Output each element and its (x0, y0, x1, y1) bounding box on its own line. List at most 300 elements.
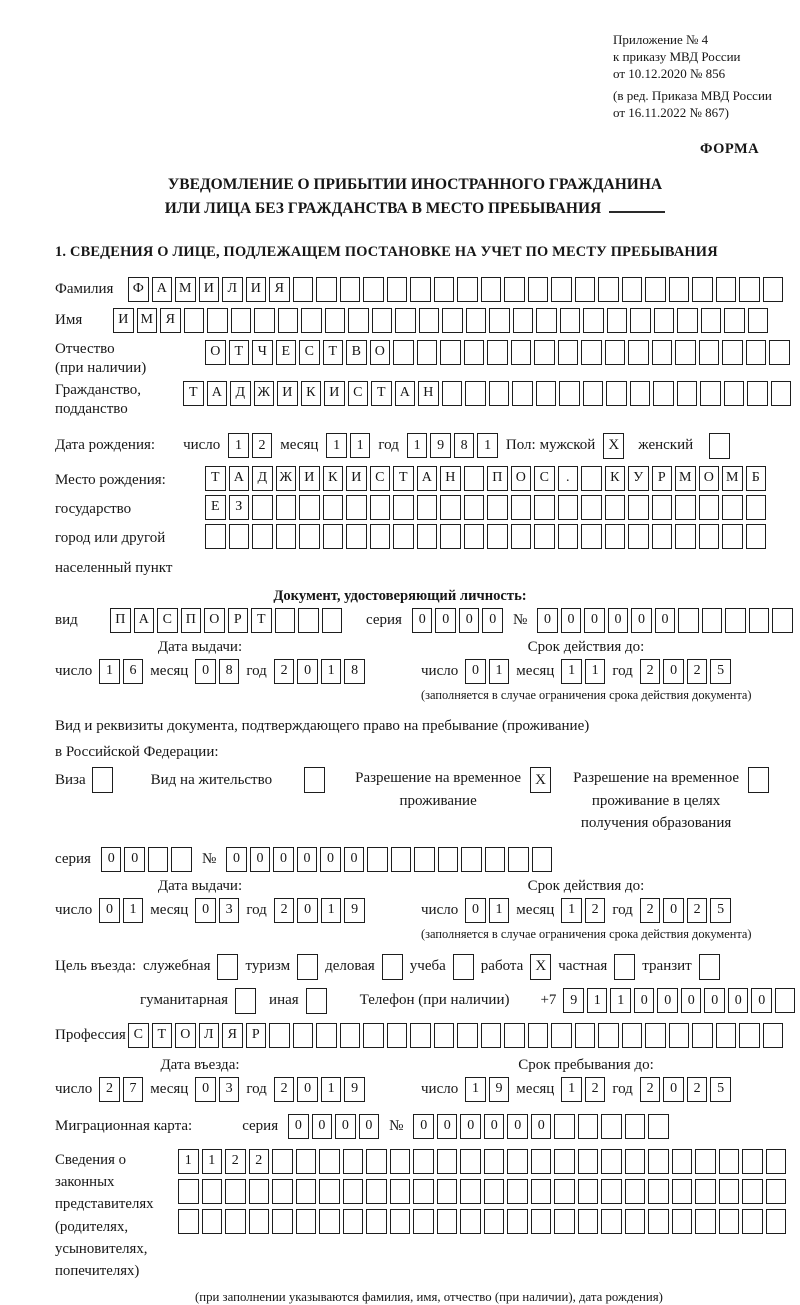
char-cell (325, 308, 346, 333)
char-cell (581, 524, 602, 549)
char-cell (372, 308, 393, 333)
char-cell (528, 1023, 549, 1048)
char-cell: 9 (430, 433, 451, 458)
char-cell: 0 (681, 988, 702, 1013)
char-cell: 0 (320, 847, 341, 872)
char-cell: Я (222, 1023, 243, 1048)
purpose-official-checkbox (217, 954, 238, 980)
char-cell: 0 (484, 1114, 505, 1139)
gender-male-label: мужской (539, 437, 596, 454)
char-cell (601, 1149, 622, 1174)
char-cell (178, 1209, 199, 1234)
char-cell (417, 495, 438, 520)
char-cell: О (175, 1023, 196, 1048)
char-cell (558, 524, 579, 549)
char-cell: 0 (465, 898, 486, 923)
char-cell (722, 495, 743, 520)
char-cell (272, 1209, 293, 1234)
char-cell (489, 381, 510, 406)
char-cell (296, 1209, 317, 1234)
char-cell (508, 847, 529, 872)
char-cell (606, 381, 627, 406)
char-cell (207, 308, 228, 333)
char-cell (742, 1209, 763, 1234)
char-cell (466, 308, 487, 333)
phone-cells (563, 988, 795, 1013)
residence-doc-options (55, 767, 800, 835)
char-cell (748, 308, 769, 333)
char-cell: 2 (225, 1149, 246, 1174)
stay-month-cells (561, 1077, 605, 1102)
char-cell (601, 1114, 622, 1139)
char-cell (296, 1179, 317, 1204)
char-cell (551, 1023, 572, 1048)
char-cell (628, 495, 649, 520)
char-cell (625, 1179, 646, 1204)
char-cell (598, 277, 619, 302)
char-cell (387, 277, 408, 302)
char-cell (299, 495, 320, 520)
char-cell: 2 (99, 1077, 120, 1102)
purpose-label: Цель въезда: (55, 958, 136, 975)
option-temp-residence: Разрешение на временное проживание X (355, 767, 551, 812)
char-cell: П (487, 466, 508, 491)
char-cell (249, 1209, 270, 1234)
day-word: число (421, 901, 459, 918)
char-cell: Я (160, 308, 181, 333)
char-cell: 5 (710, 1077, 731, 1102)
number-sign: № (201, 850, 217, 867)
char-cell (363, 277, 384, 302)
representatives-label: Сведения о законных представителях (родителях, усыновителях, попечителях) (55, 1151, 154, 1279)
purpose-other-label: иная (269, 992, 299, 1009)
char-cell (669, 277, 690, 302)
char-cell (252, 495, 273, 520)
char-cell (531, 1149, 552, 1174)
char-cell: 0 (655, 608, 676, 633)
char-cell: 0 (124, 847, 145, 872)
residence-doc-intro: Вид и реквизиты документа, подтверждающего право на пребывание (проживание) в Российской Федерации: (55, 717, 590, 761)
char-cell: 2 (585, 1077, 606, 1102)
char-cell (437, 1179, 458, 1204)
char-cell: 2 (687, 1077, 708, 1102)
char-cell (625, 1114, 646, 1139)
char-cell (534, 340, 555, 365)
char-cell (512, 381, 533, 406)
char-cell: . (558, 466, 579, 491)
valid-month-cells (561, 898, 605, 923)
char-cell (391, 847, 412, 872)
issue-date-title: Дата выдачи: (157, 877, 243, 894)
char-cell (628, 524, 649, 549)
option-temp-residence-education: Разрешение на временное проживание в целях получения образования (573, 767, 769, 835)
char-cell (442, 308, 463, 333)
char-cell (319, 1209, 340, 1234)
char-cell: 1 (465, 1077, 486, 1102)
phone-prefix: +7 (540, 992, 557, 1009)
char-cell: Р (246, 1023, 267, 1048)
option-visa: Виза (55, 767, 113, 793)
char-cell: 0 (359, 1114, 380, 1139)
char-cell: 0 (99, 898, 120, 923)
char-cell: И (246, 277, 267, 302)
char-cell: 0 (608, 608, 629, 633)
char-cell (630, 381, 651, 406)
temp-residence-checkbox: X (530, 767, 551, 793)
char-cell (554, 1149, 575, 1174)
char-cell: Н (418, 381, 439, 406)
char-cell: Т (183, 381, 204, 406)
char-cell: Т (152, 1023, 173, 1048)
char-cell: 5 (710, 659, 731, 684)
char-cell (440, 495, 461, 520)
char-cell: 0 (344, 847, 365, 872)
surname-cells (128, 277, 783, 302)
char-cell (605, 340, 626, 365)
char-cell (722, 524, 743, 549)
char-cell (178, 1179, 199, 1204)
title-blank-underline (609, 198, 665, 213)
purpose-business-checkbox (382, 954, 403, 980)
entry-purpose-row1 (55, 954, 800, 980)
char-cell: Т (229, 340, 250, 365)
char-cell (464, 524, 485, 549)
issue-day-cells (99, 898, 143, 923)
char-cell: С (157, 608, 178, 633)
validity-note: (заполняется в случае ограничения срока действия документа) (421, 687, 752, 702)
valid-until-title: Срок действия до: (527, 877, 645, 894)
char-cell: Ж (276, 466, 297, 491)
char-cell: П (181, 608, 202, 633)
char-cell: М (175, 277, 196, 302)
char-cell: 1 (123, 898, 144, 923)
char-cell (575, 277, 596, 302)
representatives-note: (при заполнении указываются фамилия, имя, отчество (при наличии), дата рождения) (195, 1290, 663, 1305)
issue-month-cells (195, 659, 239, 684)
char-cell (724, 308, 745, 333)
form-title-line1: УВЕДОМЛЕНИЕ О ПРИБЫТИИ ИНОСТРАННОГО ГРАЖДАНИНА (167, 176, 663, 194)
char-cell (413, 1209, 434, 1234)
char-cell (485, 847, 506, 872)
char-cell (625, 1149, 646, 1174)
valid-year-cells (640, 659, 731, 684)
char-cell (607, 308, 628, 333)
char-cell (672, 1209, 693, 1234)
form-label: ФОРМА (700, 141, 760, 158)
char-cell: Т (371, 381, 392, 406)
char-cell (746, 495, 767, 520)
char-cell (583, 381, 604, 406)
section1-heading: 1. СВЕДЕНИЯ О ЛИЦЕ, ПОДЛЕЖАЩЕМ ПОСТАНОВКЕ НА УЧЕТ ПО МЕСТУ ПРЕБЫВАНИЯ (55, 243, 718, 260)
char-cell (322, 608, 343, 633)
char-cell (457, 277, 478, 302)
char-cell: Б (746, 466, 767, 491)
char-cell: Т (251, 608, 272, 633)
char-cell: 2 (274, 1077, 295, 1102)
char-cell: 1 (561, 898, 582, 923)
stay-until-title: Срок пребывания до: (518, 1056, 654, 1073)
identity-doc-heading: Документ, удостоверяющий личность: (273, 587, 527, 604)
char-cell (460, 1209, 481, 1234)
char-cell (272, 1149, 293, 1174)
char-cell (225, 1209, 246, 1234)
char-cell: 0 (435, 608, 456, 633)
day-word: число (421, 1080, 459, 1097)
char-cell (464, 466, 485, 491)
char-cell (719, 1209, 740, 1234)
char-cell: 6 (123, 659, 144, 684)
year-word: год (612, 1080, 633, 1097)
char-cell (202, 1179, 223, 1204)
char-cell (465, 381, 486, 406)
char-cell (699, 340, 720, 365)
char-cell (747, 381, 768, 406)
char-cell (275, 608, 296, 633)
citizenship-label: Гражданство, подданство (55, 381, 142, 418)
char-cell: 0 (437, 1114, 458, 1139)
char-cell: 0 (288, 1114, 309, 1139)
char-cell: 1 (585, 659, 606, 684)
char-cell (700, 381, 721, 406)
char-cell (742, 1179, 763, 1204)
char-cell: 9 (344, 898, 365, 923)
char-cell (775, 988, 796, 1013)
char-cell: 0 (195, 659, 216, 684)
month-word: месяц (516, 901, 555, 918)
char-cell (554, 1179, 575, 1204)
validity-note: (заполняется в случае ограничения срока действия документа) (421, 926, 752, 941)
char-cell (370, 524, 391, 549)
doc-kind-cells (110, 608, 342, 633)
char-cell (669, 1023, 690, 1048)
purpose-transit-checkbox (699, 954, 720, 980)
char-cell: С (534, 466, 555, 491)
entry-stay-dates (55, 1057, 800, 1102)
purpose-humanitarian-label: гуманитарная (140, 992, 229, 1009)
doc-number-cells (537, 608, 793, 633)
char-cell: И (346, 466, 367, 491)
purpose-other-checkbox (306, 988, 327, 1014)
char-cell: 0 (273, 847, 294, 872)
char-cell: 3 (219, 1077, 240, 1102)
char-cell: 2 (687, 898, 708, 923)
char-cell (410, 1023, 431, 1048)
char-cell: 0 (297, 1077, 318, 1102)
char-cell (695, 1179, 716, 1204)
char-cell (340, 277, 361, 302)
gender-male-checkbox: X (603, 433, 624, 459)
char-cell (531, 1209, 552, 1234)
entry-day-cells (99, 1077, 143, 1102)
gender-label: Пол: (505, 437, 536, 454)
char-cell (417, 524, 438, 549)
char-cell (598, 1023, 619, 1048)
char-cell (746, 340, 767, 365)
temp-residence-education-checkbox (748, 767, 769, 793)
char-cell (551, 277, 572, 302)
char-cell (440, 524, 461, 549)
char-cell: 2 (640, 1077, 661, 1102)
year-word: год (378, 437, 399, 454)
char-cell: С (370, 466, 391, 491)
char-cell (581, 466, 602, 491)
char-cell (581, 495, 602, 520)
char-cell: 2 (274, 659, 295, 684)
birth-place-cells-row2 (205, 495, 766, 520)
char-cell (484, 1149, 505, 1174)
char-cell (578, 1209, 599, 1234)
char-cell: О (205, 340, 226, 365)
char-cell: 0 (195, 1077, 216, 1102)
char-cell: 0 (663, 659, 684, 684)
entry-year-cells (274, 1077, 365, 1102)
char-cell: 1 (350, 433, 371, 458)
char-cell (511, 524, 532, 549)
char-cell (252, 524, 273, 549)
char-cell (601, 1209, 622, 1234)
char-cell (652, 524, 673, 549)
char-cell (605, 524, 626, 549)
char-cell: Е (205, 495, 226, 520)
month-word: месяц (150, 662, 189, 679)
char-cell (276, 495, 297, 520)
char-cell: А (152, 277, 173, 302)
issue-date-title: Дата выдачи: (157, 638, 243, 655)
char-cell: Р (228, 608, 249, 633)
char-cell (413, 1179, 434, 1204)
char-cell: Д (230, 381, 251, 406)
char-cell (366, 1179, 387, 1204)
amendment-line: от 16.11.2022 № 867) (613, 104, 730, 120)
char-cell: Д (252, 466, 273, 491)
char-cell: И (277, 381, 298, 406)
valid-month-cells (561, 659, 605, 684)
char-cell (460, 1149, 481, 1174)
char-cell (301, 308, 322, 333)
char-cell (583, 308, 604, 333)
char-cell (672, 1179, 693, 1204)
char-cell (461, 847, 482, 872)
char-cell (457, 1023, 478, 1048)
char-cell: 0 (297, 847, 318, 872)
char-cell (695, 1209, 716, 1234)
char-cell (393, 524, 414, 549)
char-cell (746, 524, 767, 549)
char-cell (716, 1023, 737, 1048)
char-cell (742, 1149, 763, 1174)
char-cell: 1 (178, 1149, 199, 1174)
char-cell: 1 (321, 1077, 342, 1102)
number-sign: № (512, 611, 528, 628)
purpose-transit-label: транзит (642, 958, 692, 975)
char-cell: 5 (710, 898, 731, 923)
char-cell: 1 (321, 898, 342, 923)
visa-checkbox (92, 767, 113, 793)
char-cell (343, 1149, 364, 1174)
char-cell: 8 (454, 433, 475, 458)
month-word: месяц (516, 662, 555, 679)
char-cell (677, 308, 698, 333)
representatives-cells-row2 (178, 1179, 786, 1204)
char-cell (319, 1149, 340, 1174)
char-cell: 1 (99, 659, 120, 684)
char-cell: А (229, 466, 250, 491)
char-cell: 7 (123, 1077, 144, 1102)
char-cell: 0 (634, 988, 655, 1013)
char-cell (366, 1209, 387, 1234)
appendix-line: от 10.12.2020 № 856 (613, 65, 726, 81)
char-cell: 0 (728, 988, 749, 1013)
char-cell (575, 1023, 596, 1048)
char-cell: 2 (640, 898, 661, 923)
char-cell: З (229, 495, 250, 520)
char-cell (269, 1023, 290, 1048)
char-cell (536, 381, 557, 406)
migration-card-label: Миграционная карта: (55, 1117, 193, 1134)
residence-doc-dates (55, 878, 800, 942)
stay-year-cells (640, 1077, 731, 1102)
char-cell (370, 495, 391, 520)
char-cell (504, 1023, 525, 1048)
char-cell (390, 1149, 411, 1174)
char-cell: Л (199, 1023, 220, 1048)
residence-series-cells (101, 847, 192, 872)
series-word: серия (366, 611, 402, 628)
char-cell (460, 1179, 481, 1204)
char-cell: И (299, 466, 320, 491)
char-cell: У (628, 466, 649, 491)
day-word: число (55, 662, 93, 679)
valid-year-cells (640, 898, 731, 923)
char-cell (692, 1023, 713, 1048)
profession-cells (128, 1023, 783, 1048)
char-cell (719, 1149, 740, 1174)
purpose-tourism-label: туризм (245, 958, 291, 975)
char-cell: 1 (326, 433, 347, 458)
char-cell (771, 381, 792, 406)
char-cell: М (722, 466, 743, 491)
char-cell: 0 (704, 988, 725, 1013)
entry-purpose-row2 (140, 988, 800, 1014)
char-cell (484, 1209, 505, 1234)
char-cell (202, 1209, 223, 1234)
char-cell (578, 1179, 599, 1204)
char-cell (701, 308, 722, 333)
char-cell: 9 (344, 1077, 365, 1102)
char-cell (343, 1179, 364, 1204)
year-word: год (612, 901, 633, 918)
phone-label: Телефон (при наличии) (359, 992, 510, 1009)
char-cell (296, 1149, 317, 1174)
day-word: число (55, 1080, 93, 1097)
char-cell (225, 1179, 246, 1204)
char-cell (675, 340, 696, 365)
entry-month-cells (195, 1077, 239, 1102)
char-cell (558, 495, 579, 520)
month-word: месяц (150, 1080, 189, 1097)
char-cell (766, 1179, 787, 1204)
char-cell (487, 524, 508, 549)
char-cell: 8 (344, 659, 365, 684)
char-cell (554, 1114, 575, 1139)
char-cell (692, 277, 713, 302)
char-cell: 1 (228, 433, 249, 458)
char-cell: 1 (561, 1077, 582, 1102)
char-cell (531, 1179, 552, 1204)
month-word: месяц (516, 1080, 555, 1097)
char-cell: А (395, 381, 416, 406)
char-cell: 1 (587, 988, 608, 1013)
